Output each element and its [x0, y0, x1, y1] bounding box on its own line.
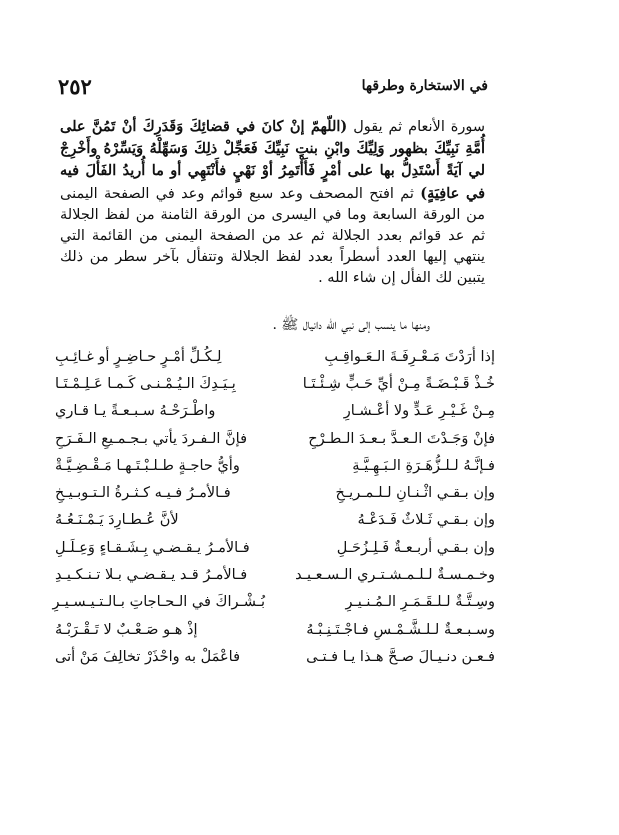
intro-rest: ثم افتح المصحف وعد سبع قوائم وعد في الصفحة اليمنى من الورقة السابعة وما في اليسرى من الورقة الثامنة من لفظ الجلالة ثم عد قوائم بعدد الجلالة ثم عد من الصفحة اليمنى من القائمة التي ينتهي إليها العدد أسطراً بعدد لفظ الجلالة وتتفأل بآخر سطر من ذلك يتبين لك الفأل إن شاء الله . [60, 185, 485, 287]
running-title: في الاستخارة وطرقها [361, 78, 488, 94]
verse [55, 561, 495, 588]
verse [55, 452, 495, 479]
verse-first-hemistich: وخـمـسـةٌ لـلـمـشـتـري الـسـعـيـد [295, 567, 495, 584]
verse-first-hemistich: وسِـتَّـةٌ لـلـقَـمَـرِ الـمُـنـيـرِ [345, 594, 495, 611]
verse [52, 589, 495, 616]
intro-paragraph [60, 116, 485, 290]
verse-second-hemistich: لِـكُـلِّ أمْـرٍ حـاضِـرٍ أو غـائِـبِ [55, 348, 222, 365]
verse [55, 507, 495, 534]
verse [55, 425, 495, 452]
poem-subheading [60, 316, 485, 336]
verse-first-hemistich: فـعـن دنـيـالَ صـحَّ هـذا يـا فـتـى [306, 648, 495, 665]
subheading-text: ومنها ما ينسب إلى نبي الله دانيال ﷺ . [272, 317, 430, 333]
verse-second-hemistich: واطْـرَحْـهُ سـبـعـةً يـا قـاري [55, 403, 216, 420]
verse-second-hemistich: لأنَّ عُـطـارِدَ يَـمْـنَـعُـهُ [55, 512, 179, 529]
verse-first-hemistich: إذا أرَدْتَ مَـعْـرِفَـةَ الـعَـواقِـبِ [324, 348, 495, 365]
page-number: ٢٥٢ [58, 74, 92, 99]
verse-second-hemistich: فاعْمَلْ به واحْذَرْ تخالِفَ مَنْ أتى [55, 648, 241, 665]
verse-first-hemistich: فإنْ وَجَـدْتَ الـعـدَّ بـعـدَ الـطـرْحِ [308, 430, 495, 447]
verse-first-hemistich: وإن بـقـي أربـعـةٌ فَـلِـزُحَـلِ [336, 539, 495, 556]
verse [55, 343, 495, 370]
poem [52, 343, 495, 671]
verse [55, 370, 495, 397]
verse-second-hemistich: بُـشْـراكَ في الـحـاجاتِ بـالـتـيـسـيـرِ [52, 594, 265, 611]
verse-second-hemistich: إذْ هـو صَـعْـبٌ لا تَـقْـرَبْـهُ [55, 621, 198, 638]
verse-second-hemistich: فـالأمـرُ يـقـضـي بِـشَـقـاءٍ وَعِـلَـلِ [55, 539, 250, 556]
verse-first-hemistich: وإن بـقـي اثْـنـانِ لـلـمـريـخِ [335, 485, 495, 502]
verse-first-hemistich: مِـنْ غَـيْـرِ عَـدٍّ ولا أعْـشـارِ [343, 403, 495, 420]
verse-first-hemistich: وسـبـعـةٌ لـلـشَّـمْـسِ فـاجْـتَـنِـبْـهُ [306, 621, 495, 638]
verse-second-hemistich: فإنَّ الـفـردَ يأتي بـجـمـيعِ الـفَـرَحِ [55, 430, 247, 447]
verse-second-hemistich: فـالأمـرُ قـد يـقـضـي بـلا تـنـكـيـدِ [55, 567, 248, 584]
verse-second-hemistich: بِـيَـدِكَ الـيُـمْـنـى كَـمـا عَـلِـمْـتَـا [55, 375, 236, 392]
verse-second-hemistich: وأيُّ حاجـةٍ طـلـبْـتَـهـا مَـقْـضِـيَّـةْ [55, 457, 240, 474]
verse [55, 616, 495, 643]
verse [55, 643, 495, 670]
verse-first-hemistich: خُـذْ قَـبْـضَـةً مِـنْ أيِّ حَـبٍّ شِـئْـتَـا [302, 375, 495, 392]
verse [55, 479, 495, 506]
dua-text: (اللّهمّ إنْ كانَ في قضائِكَ وَقَدَرِكَ أنْ تَمُنَّ على أُمَّةِ نَبِيِّكَ بظهور وَلِيِّكَ وابْنِ بنتِ نَبِيِّكَ فَعَجِّلْ ذلِكَ وَسَهِّلْهُ وَيَسِّرْهُ وأَخْرِجْ لي آيَةً أَسْتَدِلُّ بها على أمْرٍ فَأَأْتَمِرُ أوْ نَهْيٍ فأَنْتَهِي أو ما أُريدُ الفَأْلَ فيه في عافِيَةٍ) [60, 118, 486, 202]
intro-lead: سورة الأنعام ثم يقول [353, 119, 486, 135]
verse-first-hemistich: وإن بـقـي ثَـلاثٌ فَـدَعْـهُ [357, 512, 495, 529]
verse [55, 398, 495, 425]
verse [55, 534, 495, 561]
verse-second-hemistich: فـالأمـرُ فـيـه كـثـرةُ الـتـوبـيـخِ [55, 485, 231, 502]
verse-first-hemistich: فـإنَّـهُ لـلـزُّهَـرَةِ الـبَـهِـيَّـةِ [352, 457, 495, 474]
page-header [58, 74, 488, 100]
